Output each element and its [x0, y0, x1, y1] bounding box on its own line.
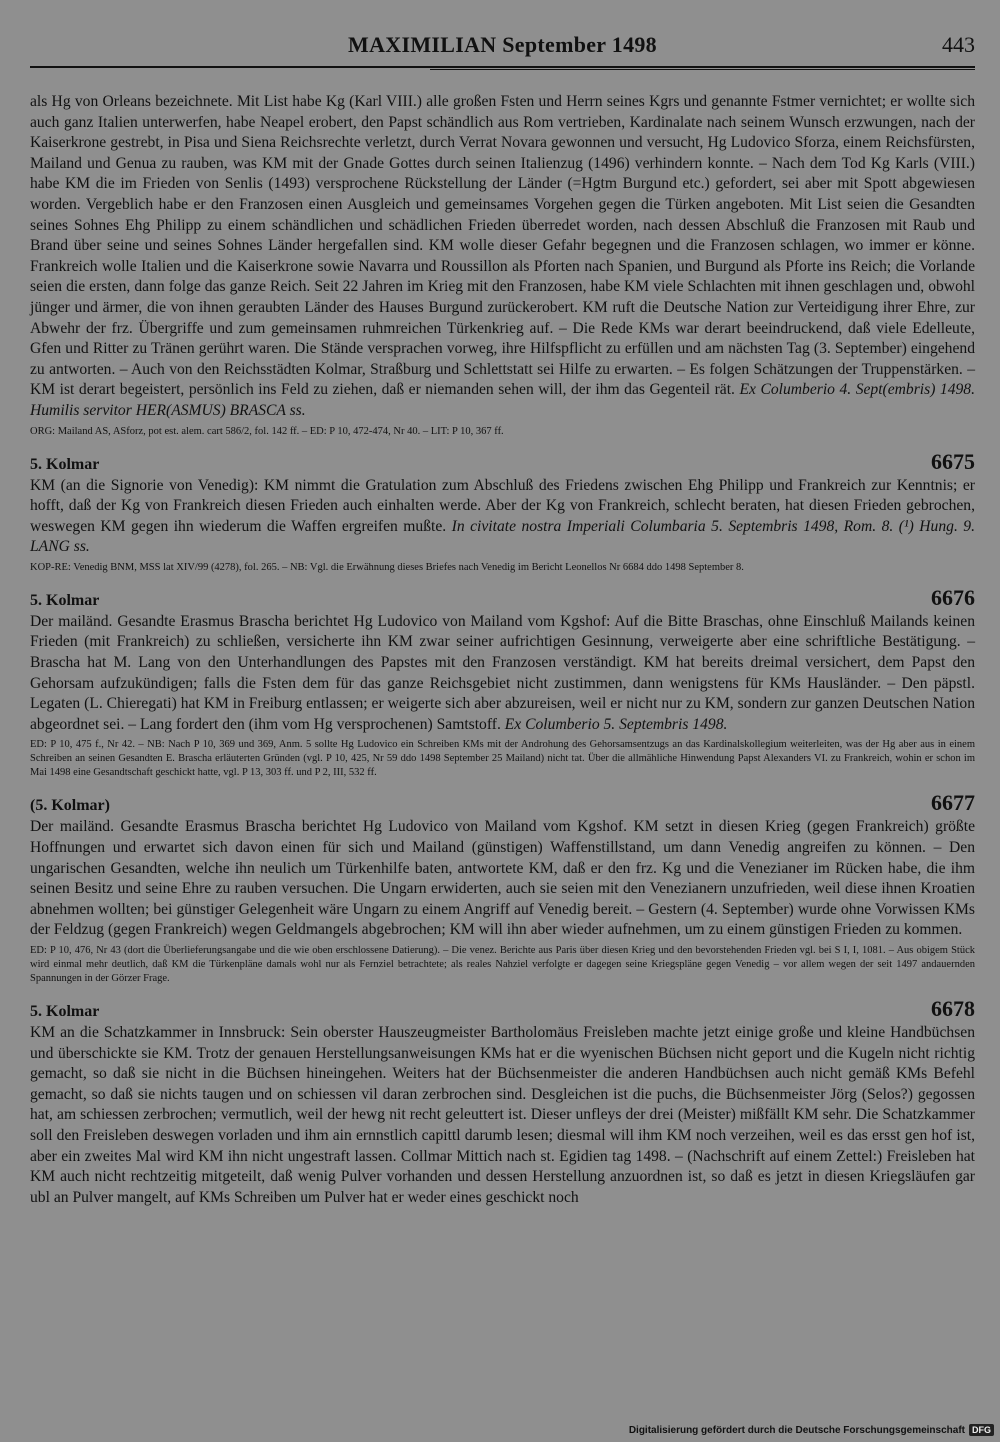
entry-body — [30, 476, 975, 558]
entry-date: 5. Kolmar — [30, 591, 100, 609]
entry-date: 5. Kolmar — [30, 1003, 100, 1020]
entry-body — [30, 1023, 975, 1208]
entry-date: (5. Kolmar) — [30, 797, 110, 815]
running-title: MAXIMILIAN September 1498 — [348, 32, 657, 57]
continuation-body: als Hg von Orleans bezeichnete. Mit List habe Kg (Karl VIII.) alle großen Fsten und Herrn seines Kgrs und genannte Fstmer vernichtet; er wollte sich auch ganz Italien unterwerfen, habe Neapel erobert, den Papst schändlich aus Rom vertrieben, Kardinalate nach seinem Wunsch erzwungen, nach der Kaiserkrone gestrebt, in Pisa und Siena Reichsrechte verletzt, durch Verrat Novara gewonnen und versucht, Hg Ludovico Sforza, einem Reichsfürsten, Mailand und Genua zu rauben, was KM mit der Gnade Gottes durch seinen Italienzug (1496) verhindern konnte. – Nach dem Tod Kg Karls (VIII.) habe KM die im Frieden von Senlis (1493) versprochene Rückstellung der Länder (=Hgtm Burgund etc.) gefordert, sei aber mit Spott abgewiesen worden. Vergeblich habe er den Franzosen einen Ausgleich und gemeinsames Vorgehen gegen die Türken angeboten. Mit List seien die Gesandten seines Sohnes Ehg Philipp zu einem schändlichen und schädlichen Frieden überredet worden, nach dessen Abschluß die Franzosen mit Raub und Brand über seine und seines Sohnes Länder hergefallen sind. KM wolle dieser Gefahr begegnen und die Franzosen schlagen, wo immer er könne. Frankreich wolle Italien und die Kaiserkrone sowie Navarra und Roussillon als Pforten nach Spanien, und Burgund als Pforte ins Reich; die Vorlande seien die ersten, dann folge das ganze Reich. Seit 22 Jahren im Krieg mit den Franzosen, habe KM viele Schlachten mit ihnen geschlagen und, obwohl jünger und ärmer, die von ihnen geraubten Länder des Hauses Burgund zurückerobert. KM ruft die Deutsche Nation zur Verteidigung ihrer Ehre, zur Abwehr der frz. Übergriffe und zum gemeinsamen ruhmreichen Türkenkrieg auf. – Die Rede KMs war derart beeindruckend, daß viele Edelleute, Gfen und Ritter zu Tränen gerührt waren. Die Stände versprachen vorweg, ihre Hilfspflicht zu erfüllen und am nächsten Tag (3. September) eingehend zu antworten. – Auch von den Reichsstädten Kolmar, Straßburg und Schlettstatt sei Hilfe zu erwarten. – Es folgen Schätzungen der Truppenstärken. – KM ist derart begeistert, persönlich ins Feld zu ziehen, daß er niemanden sehen will, der ihm das Gegenteil rät. — [30, 93, 975, 399]
entry-source: ED: P 10, 475 f., Nr 42. – NB: Nach P 10, 369 und 369, Anm. 5 sollte Hg Ludovico ein Schreiben KMs mit der Androhung des Gehorsamsentzugs an das Kardinalskollegium weiterleiten, was der Hg aber aus in einem Schreiben an seinen Gesandten E. Brascha erläuterten Gründen (vgl. P 10, 425, Nr 59 ddo 1498 September 25 Mailand) nicht tat. Über die allmähliche Hinwendung Papst Alexanders VI. zu Frankreich, wohin er schon im Mai 1498 eine Gesandtschaft geschickt hatte, vgl. P 13, 303 ff. und P 2, III, 532 ff. — [30, 739, 975, 779]
footer-credit-text: Digitalisierung gefördert durch die Deutsche Forschungsgemeinschaft — [628, 1424, 965, 1436]
entry-6677 — [30, 790, 975, 986]
document-page — [30, 30, 975, 1208]
entry-number: 6675 — [931, 448, 975, 474]
entry-text: KM an die Schatzkammer in Innsbruck: Sein oberster Hauszeugmeister Bartholomäus Freisleben machte jetzt einige große und kleine Handbüchsen und überschickte sie KM. Trotz der genauen Herstellungsanweisungen KMs hat er die wyenischen Büchsen nicht geport und die Kugeln nicht richtig gemacht, so daß sie nicht in die Büchsen hineingehen. Weiters hat der Büchsenmeister die anderen Handbüchsen auch nicht gemäß KMs Befehl gemacht, so daß sie nichts taugen und on schiessen vil daran zerbrochen sind. Desgleichen ist die puchs, die Büchsenmeister Jörg (Selos?) gegossen hat, am schiessen zerbrochen; vermutlich, weil der hewg nit recht geleuttert ist. Dieser unfleys der drei (Meister) mißfällt KM sehr. Die Schatzkammer soll den Freisleben deswegen vorladen und ihm ain ernnstlich capittl darumb lesen; diesmal will ihm KM noch verzeihen, weil es das ersst gen hof ist, aber ein zweites Mal wird KM ihn nicht ungestraft lassen. Collmar Mittich nach st. Egidien tag 1498. – (Nachschrift auf einem Zettel:) Freisleben hat KM auch nicht rechtzeitig mitgeteilt, daß wenig Pulver vorhanden und dessen Herstellung anzuordnen ist, so daß es jetzt in diesen Kriegsläufen gar ubl an Pulver mangelt, auf KMs Schreiben um Pulver hat er weder eines geschickt noch — [30, 1024, 975, 1206]
page-number: 443 — [942, 32, 975, 57]
entry-closing: Ex Columberio 5. Septembris 1498. — [504, 715, 728, 733]
entry-date: 5. Kolmar — [30, 455, 100, 473]
continuation-source: ORG: Mailand AS, ASforz, pot est. alem. cart 586/2, fol. 142 ff. – ED: P 10, 472-474, Nr 40. – LIT: P 10, 367 ff. — [30, 425, 504, 437]
entry-text: Der mailänd. Gesandte Erasmus Brascha berichtet Hg Ludovico von Mailand vom Kgshof. KM setzt in diesen Krieg (gegen Frankreich) größte Hoffnungen und erwartet sich davon einen für sich und Mailand (günstigen) Waffenstillstand, um dann Venedig angreifen zu können. – Den ungarischen Gesandten, welche ihn neulich um Türkenhilfe baten, antwortete KM, daß er den frz. Kg und die Venezianer im Rücken habe, die ihm seinen Besitz und seine Ehre zu rauben versuchen. Die Ungarn erwiderten, auch sie seien mit den Venezianern unzufrieden, weil diese ihnen Kroatien abnehmen wollten; bei günstiger Gelegenheit wäre Ungarn zu einem Angriff auf Venedig bereit. – Gestern (4. September) wurde ohne Vorwissen KMs der Feldzug (gegen Frankreich) wegen Geldmangels abgebrochen; KM will ihn aber wieder aufnehmen, um zu einem günstigen Frieden zu kommen. — [30, 818, 975, 939]
entry-6676 — [30, 585, 975, 781]
header-rule-thin — [430, 69, 975, 70]
page-header — [30, 30, 975, 66]
continuation-text — [30, 92, 975, 422]
entry-6675 — [30, 449, 975, 575]
entry-body — [30, 817, 975, 941]
entry-text: Der mailänd. Gesandte Erasmus Brascha berichtet Hg Ludovico von Mailand vom Kgshof: Auf die Bitte Braschas, ohne Einschluß Mailands keinen Frieden (mit Frankreich) zu schließen, versicherte ihn KM zwar seiner aufrichtigen Gesinnung, verweigerte aber eine schriftliche Bestätigung. – Brascha hat M. Lang von den Unterhandlungen des Papstes mit den Franzosen verständigt. KM hat bereits dreimal versichert, dem Papst den Gehorsam aufzukündigen; falls die Fsten dem für das ganze Reichsgebiet nicht zustimmen, dann wenigstens für KMs Hausländer. – Den päpstl. Legaten (L. Chieregati) hat KM in Freiburg entlassen; er weigerte sich aber abzureisen, weil er nicht nur zu KM, sondern zur ganzen Deutschen Nation abgeordnet sei. – Lang fordert den (ihm vom Hg versprochenen) Samtstoff. — [30, 612, 975, 733]
entry-number: 6678 — [931, 996, 975, 1021]
entry-6678 — [30, 996, 975, 1208]
entry-header — [30, 449, 975, 475]
entry-number: 6676 — [931, 584, 975, 610]
header-rule — [30, 66, 975, 68]
footer-credit — [629, 1424, 994, 1436]
entry-header — [30, 996, 975, 1022]
entry-number: 6677 — [931, 790, 975, 816]
entry-header — [30, 585, 975, 611]
entry-header — [30, 790, 975, 816]
entry-body — [30, 612, 975, 736]
entry-closing: In civitate nostra Imperiali Columbaria 5. Septembris 1498, Rom. 8. (¹) Hung. 9. LANG ss. — [30, 517, 976, 556]
entry-source: ED: P 10, 476, Nr 43 (dort die Überlieferungsangabe und die wie oben erschlossene Datierung). – Die venez. Berichte aus Paris über diesen Krieg und den bevorstehenden Frieden vgl. bei S I, I, 1081. – Aus obigem Stück wird einmal mehr deutlich, daß KM die Türkenpläne damals wohl nur als Fernziel betrachtete; als reales Nahziel verfolgte er dagegen seine Kriegspläne gegen Venedig – vor allem wegen der seit 1497 andauernden Spannungen in der Görzer Frage. — [30, 945, 975, 984]
continuation-closing: Ex Columberio 4. Sept(embris) 1498. Humilis servitor HER(ASMUS) BRASCA ss. — [30, 381, 975, 419]
entry-text: KM (an die Signorie von Venedig): KM nimmt die Gratulation zum Abschluß des Friedens zwischen Ehg Philipp und Frankreich zur Kenntnis; er hofft, daß der Kg von Frankreich diesen Frieden auch einhalten werde. Aber der Kg von Frankreich, schlecht beraten, hat diesen Frieden gebrochen, weswegen KM gegen ihn wiederum die Waffen ergreifen mußte. — [30, 476, 975, 535]
entry-source: KOP-RE: Venedig BNM, MSS lat XIV/99 (4278), fol. 265. – NB: Vgl. die Erwähnung dieses Briefes nach Venedig im Bericht Leonellos Nr 6684 ddo 1498 September 8. — [30, 561, 744, 573]
dfg-logo: DFG — [969, 1424, 994, 1436]
